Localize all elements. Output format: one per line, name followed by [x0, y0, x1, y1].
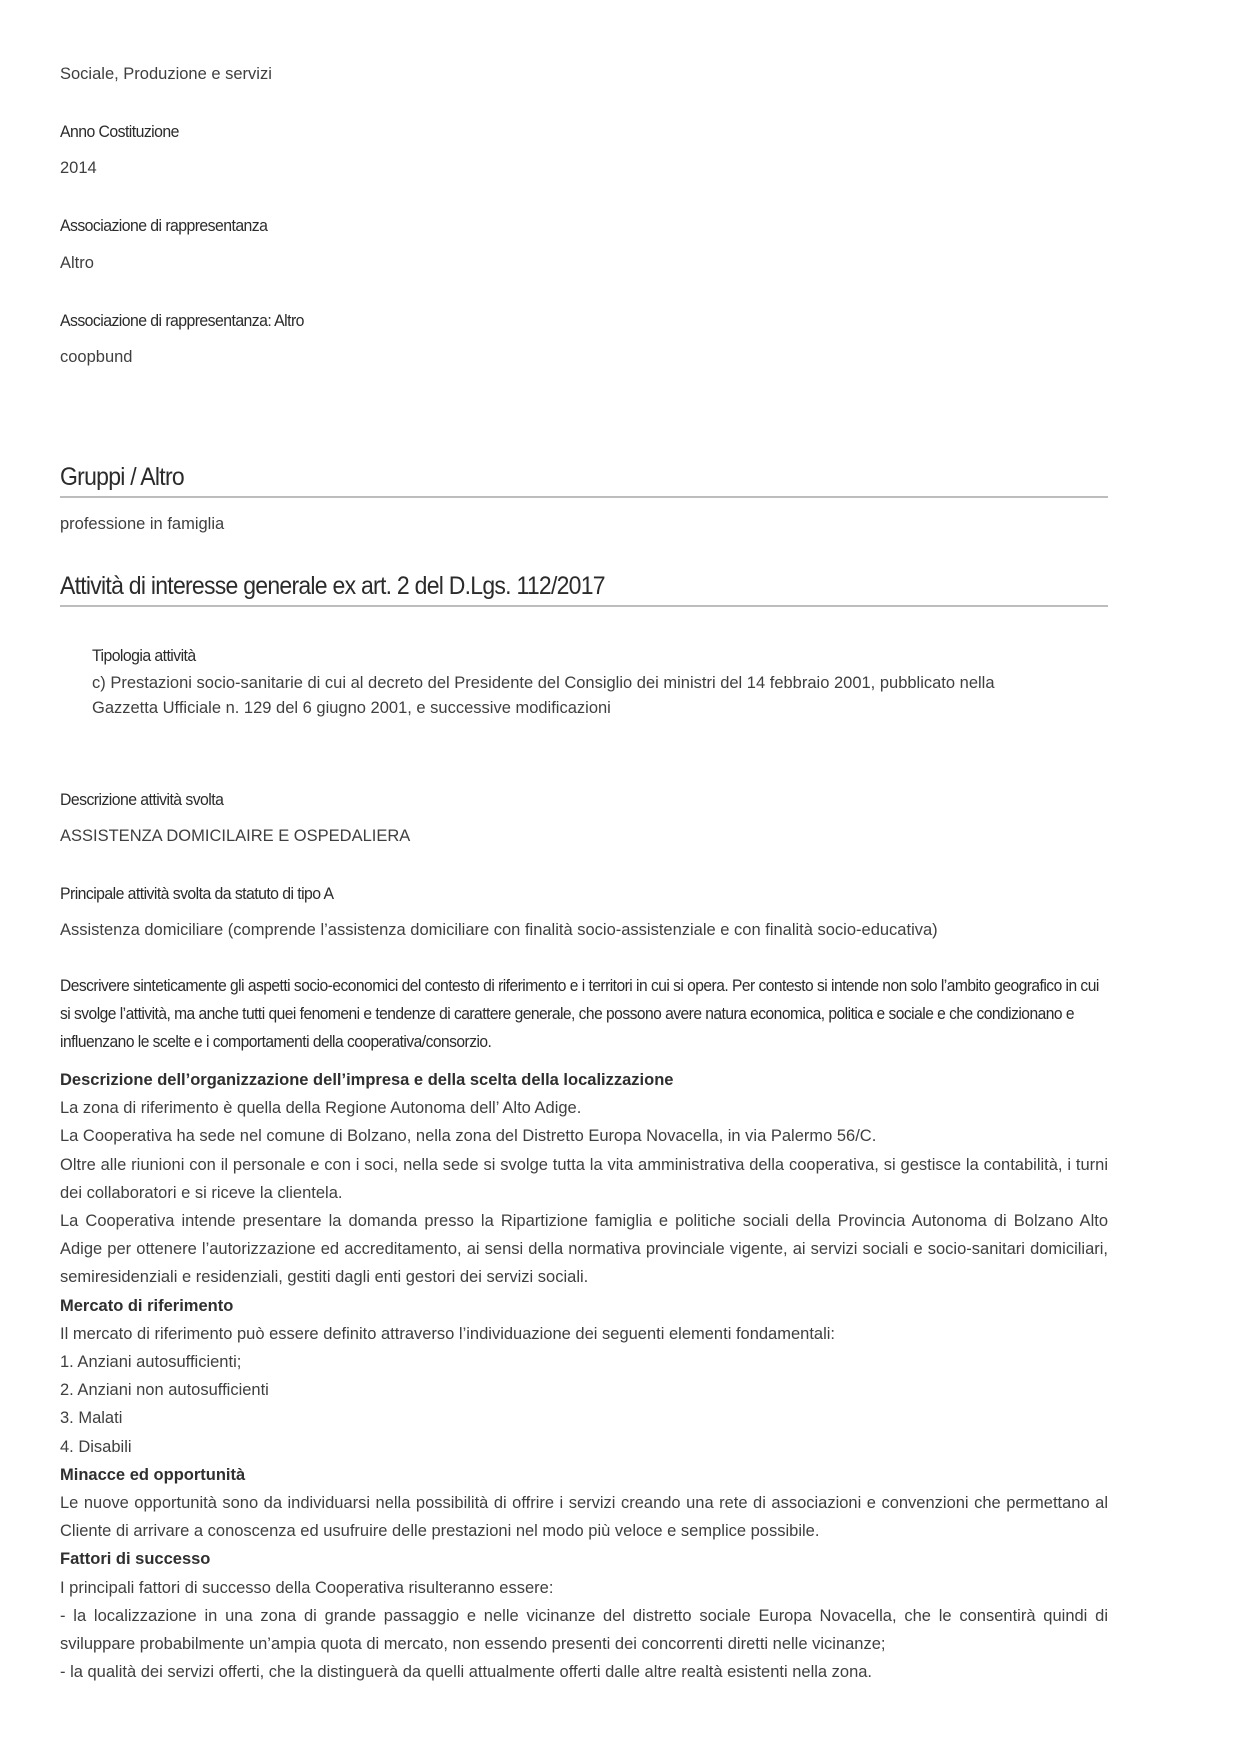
principale-value: Assistenza domiciliare (comprende l’assistenza domiciliare con finalità socio-assistenziale e con finalità socio-educativa)	[60, 921, 938, 939]
mercato-item: 2. Anziani non autosufficienti	[60, 1381, 269, 1400]
org-paragraph-3: Oltre alle riunioni con il personale e con i soci, nella sede si svolge tutta la vita amministrativa della cooperativa, si gestisce la contabilità, i turni dei collaboratori e si riceve la clientela.	[60, 1155, 1108, 1202]
contesto-body	[60, 1066, 1108, 1686]
fattori-paragraph-2: - la qualità dei servizi offerti, che la distinguerà da quelli attualmente offerti dalle altre realtà esistenti nella zona.	[60, 1663, 873, 1682]
anno-label: Anno Costituzione	[60, 122, 179, 141]
associazione-altro-value: coopbund	[60, 348, 133, 366]
gruppi-heading: Gruppi / Altro	[60, 463, 184, 491]
fattori-heading: Fattori di successo	[60, 1550, 211, 1569]
principale-label: Principale attività svolta da statuto di tipo A	[60, 884, 334, 903]
associazione-label: Associazione di rappresentanza	[60, 216, 268, 235]
associazione-value: Altro	[60, 254, 94, 272]
org-paragraph-1: La zona di riferimento è quella della Regione Autonoma dell’ Alto Adige.	[60, 1099, 582, 1118]
mercato-intro: Il mercato di riferimento può essere definito attraverso l’individuazione dei seguenti elementi fondamentali:	[60, 1324, 836, 1343]
fattori-intro: I principali fattori di successo della Cooperativa risulteranno essere:	[60, 1578, 554, 1597]
mercato-heading: Mercato di riferimento	[60, 1296, 234, 1315]
minacce-text: Le nuove opportunità sono da individuarsi nella possibilità di offrire i servizi creando una rete di associazioni e convenzioni che permettano al Cliente di arrivare a conoscenza ed usufruire delle prestazioni nel modo più veloce e semplice possibile.	[60, 1494, 1108, 1541]
attivita-divider	[60, 605, 1108, 607]
mercato-item: 1. Anziani autosufficienti;	[60, 1353, 242, 1372]
org-paragraph-2: La Cooperativa ha sede nel comune di Bolzano, nella zona del Distretto Europa Novacella, in via Palermo 56/C.	[60, 1127, 877, 1146]
attivita-heading: Attività di interesse generale ex art. 2 del D.Lgs. 112/2017	[60, 572, 605, 600]
gruppi-value: professione in famiglia	[60, 515, 225, 533]
tipologia-line-1: c) Prestazioni socio-sanitarie di cui al decreto del Presidente del Consiglio dei ministri del 14 febbraio 2001, pubblicato nella	[92, 674, 995, 692]
mercato-item: 3. Malati	[60, 1409, 123, 1428]
associazione-altro-label: Associazione di rappresentanza: Altro	[60, 311, 304, 330]
anno-value: 2014	[60, 159, 97, 177]
settore-value: Sociale, Produzione e servizi	[60, 65, 272, 83]
org-paragraph-4: La Cooperativa intende presentare la domanda presso la Ripartizione famiglia e politiche sociali della Provincia Autonoma di Bolzano Alto Adige per ottenere l’autorizzazione ed accreditamento, ai sensi della normativa provinciale vigente, ai servizi sociali e socio-sanitari domiciliari, semiresidenziali e residenziali, gestiti dagli enti gestori dei servizi sociali.	[60, 1212, 1108, 1287]
tipologia-label: Tipologia attività	[92, 646, 196, 665]
contesto-question: Descrivere sinteticamente gli aspetti socio-economici del contesto di riferimento e i territori in cui si opera. Per contesto si intende non solo l’ambito geografico in cui si svolge l’attività, ma anche tutti quei fenomeni e tendenze di carattere generale, che possono avere natura economica, politica e sociale e che condizionano e influenzano le scelte e i comportamenti della cooperativa/consorzio.	[60, 977, 1099, 1051]
descrizione-label: Descrizione attività svolta	[60, 790, 224, 809]
minacce-heading: Minacce ed opportunità	[60, 1465, 246, 1484]
mercato-item: 4. Disabili	[60, 1437, 132, 1456]
org-heading: Descrizione dell’organizzazione dell’impresa e della scelta della localizzazione	[60, 1071, 674, 1089]
gruppi-divider	[60, 496, 1108, 498]
tipologia-line-2: Gazzetta Ufficiale n. 129 del 6 giugno 2001, e successive modificazioni	[92, 699, 611, 717]
descrizione-value: ASSISTENZA DOMICILAIRE E OSPEDALIERA	[60, 827, 411, 845]
fattori-paragraph-1: - la localizzazione in una zona di grande passaggio e nelle vicinanze del distretto sociale Europa Novacella, che le consentirà quindi di sviluppare probabilmente un’ampia quota di mercato, non essendo presenti dei concorrenti diretti nelle vicinanze;	[60, 1606, 1108, 1654]
